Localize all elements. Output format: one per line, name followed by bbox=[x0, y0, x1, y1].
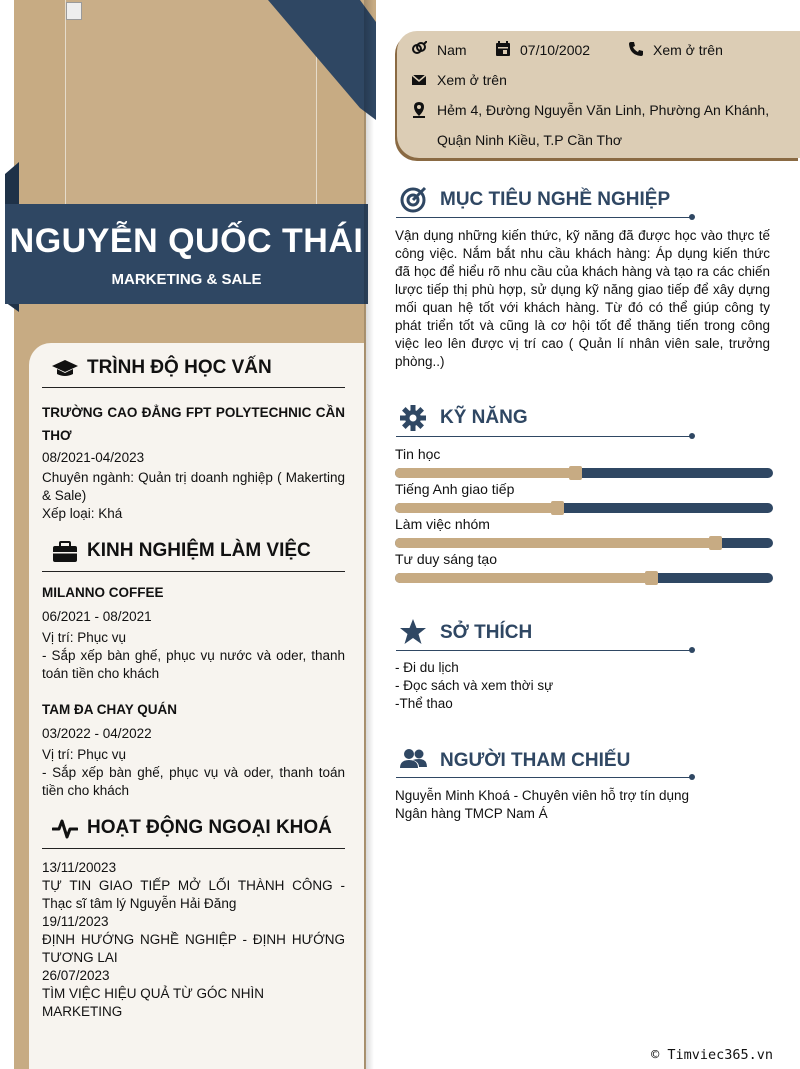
briefcase-icon bbox=[52, 541, 78, 563]
objective-rule bbox=[396, 217, 692, 218]
location-pin-icon bbox=[411, 102, 427, 118]
contact-phone: Xem ở trên bbox=[653, 42, 723, 58]
experience-title: KINH NGHIỆM LÀM VIỆC bbox=[87, 540, 311, 561]
skill-bar-fill bbox=[395, 538, 716, 548]
skill-bar-fill bbox=[395, 468, 576, 478]
contact-birthday: 07/10/2002 bbox=[520, 42, 591, 58]
skill-bar bbox=[395, 573, 773, 583]
skills-rule-dot bbox=[689, 433, 695, 439]
job-position: Vị trí: Phục vụ bbox=[42, 747, 127, 762]
candidate-role: MARKETING & SALE bbox=[111, 271, 262, 288]
job-period: 06/2021 - 08/2021 bbox=[42, 609, 152, 624]
contact-address-line1: Hẻm 4, Đường Nguyễn Văn Linh, Phường An Khánh, bbox=[437, 102, 770, 118]
activities-title: HOẠT ĐỘNG NGOẠI KHOÁ bbox=[87, 817, 332, 838]
skill-label: Làm việc nhóm bbox=[395, 516, 490, 532]
objective-text: Vận dụng những kiến thức, kỹ năng đã được học vào thực tế công việc. Nắm bắt nhu cầu khách hàng: Áp dụng kiến thức đã học để hiểu rõ nhu cầu của khách hàng và tạo ra các chiến lược tiếp thị phù hợp, sử dụng kỹ năng giao tiếp để xây dựng mối quan hệ tốt với khách hàng. Từ đó có thể giúp công ty phát triển tốt và cũng là cơ hội tốt để thăng tiến trong công việc leo lên được vị trí cao ( Quản lí nhân viên sale, trưởng phòng..) bbox=[395, 228, 770, 369]
reference-line2: Ngân hàng TMCP Nam Á bbox=[395, 806, 548, 821]
skill-bar-fill bbox=[395, 503, 558, 513]
education-school: TRƯỜNG CAO ĐẲNG FPT POLYTECHNIC CẦN THƠ bbox=[42, 405, 345, 443]
activity-date: 19/11/2023 bbox=[42, 914, 109, 929]
skill-label: Tin học bbox=[395, 446, 441, 462]
skill-bar-knob bbox=[551, 501, 564, 515]
activity-text: TÌM VIỆC HIỆU QUẢ TỪ GÓC NHÌN MARKETING bbox=[42, 986, 265, 1019]
candidate-name: NGUYỄN QUỐC THÁI bbox=[9, 222, 364, 260]
skills-rule bbox=[396, 436, 692, 437]
job-position: Vị trí: Phục vụ bbox=[42, 630, 127, 645]
heartbeat-icon bbox=[52, 818, 78, 840]
calendar-icon bbox=[495, 41, 511, 57]
gender-icon bbox=[411, 41, 427, 57]
experience-rule bbox=[42, 571, 345, 572]
gear-icon bbox=[399, 404, 429, 432]
activity-date: 26/07/2023 bbox=[42, 968, 110, 983]
job-company: MILANNO COFFEE bbox=[42, 585, 164, 600]
references-rule-dot bbox=[689, 774, 695, 780]
references-title: NGƯỜI THAM CHIẾU bbox=[440, 750, 631, 771]
education-title: TRÌNH ĐỘ HỌC VẤN bbox=[87, 357, 272, 378]
objective-rule-dot bbox=[689, 214, 695, 220]
hobbies-rule-dot bbox=[689, 647, 695, 653]
education-rule bbox=[42, 387, 345, 388]
skill-label: Tư duy sáng tạo bbox=[395, 551, 497, 567]
skill-bar bbox=[395, 503, 773, 513]
hobby-item: -Thể thao bbox=[395, 696, 453, 711]
education-grade: Xếp loại: Khá bbox=[42, 506, 123, 521]
target-icon bbox=[399, 185, 429, 213]
hobby-item: - Đi du lịch bbox=[395, 660, 459, 675]
users-icon bbox=[399, 746, 429, 774]
skills-title: KỸ NĂNG bbox=[440, 407, 528, 428]
contact-gender: Nam bbox=[437, 42, 467, 58]
footer-copyright[interactable]: © Timviec365.vn bbox=[651, 1047, 773, 1063]
hobbies-rule bbox=[396, 650, 692, 651]
contact-address-line2: Quận Ninh Kiều, T.P Cần Thơ bbox=[437, 132, 623, 148]
skill-bar-fill bbox=[395, 573, 652, 583]
hobby-item: - Đọc sách và xem thời sự bbox=[395, 678, 554, 693]
hobbies-title: SỞ THÍCH bbox=[440, 622, 533, 643]
graduation-cap-icon bbox=[52, 357, 78, 379]
skill-label: Tiếng Anh giao tiếp bbox=[395, 481, 515, 497]
column-shadow bbox=[364, 0, 374, 1069]
corner-ribbon-decoration bbox=[268, 0, 376, 120]
activity-text: TỰ TIN GIAO TIẾP MỞ LỐI THÀNH CÔNG - Thạc sĩ tâm lý Nguyễn Hải Đăng bbox=[42, 878, 345, 911]
activity-date: 13/11/20023 bbox=[42, 860, 117, 875]
job-description: - Sắp xếp bàn ghế, phục vụ và oder, thanh toán tiền cho khách bbox=[42, 765, 345, 798]
job-period: 03/2022 - 04/2022 bbox=[42, 726, 152, 741]
broken-image-icon bbox=[66, 2, 82, 20]
skill-bar bbox=[395, 468, 773, 478]
activities-rule bbox=[42, 848, 345, 849]
education-period: 08/2021-04/2023 bbox=[42, 450, 145, 465]
activity-text: ĐỊNH HƯỚNG NGHỀ NGHIỆP - ĐỊNH HƯỚNG TƯƠNG LAI bbox=[42, 932, 345, 965]
phone-icon bbox=[628, 41, 644, 57]
contact-email: Xem ở trên bbox=[437, 72, 507, 88]
skill-bar bbox=[395, 538, 773, 548]
objective-title: MỤC TIÊU NGHỀ NGHIỆP bbox=[440, 189, 671, 210]
reference-line1: Nguyễn Minh Khoá - Chuyên viên hỗ trợ tín dụng bbox=[395, 788, 690, 803]
education-major: Chuyên ngành: Quản trị doanh nghiệp ( Makerting & Sale) bbox=[42, 470, 345, 503]
skill-bar-knob bbox=[569, 466, 582, 480]
references-rule bbox=[396, 777, 692, 778]
job-description: - Sắp xếp bàn ghế, phục vụ nước và oder, thanh toán tiền cho khách bbox=[42, 648, 345, 681]
email-icon bbox=[411, 72, 427, 88]
star-icon bbox=[399, 618, 429, 646]
skill-bar-knob bbox=[709, 536, 722, 550]
job-company: TAM ĐA CHAY QUÁN bbox=[42, 702, 178, 717]
skill-bar-knob bbox=[645, 571, 658, 585]
